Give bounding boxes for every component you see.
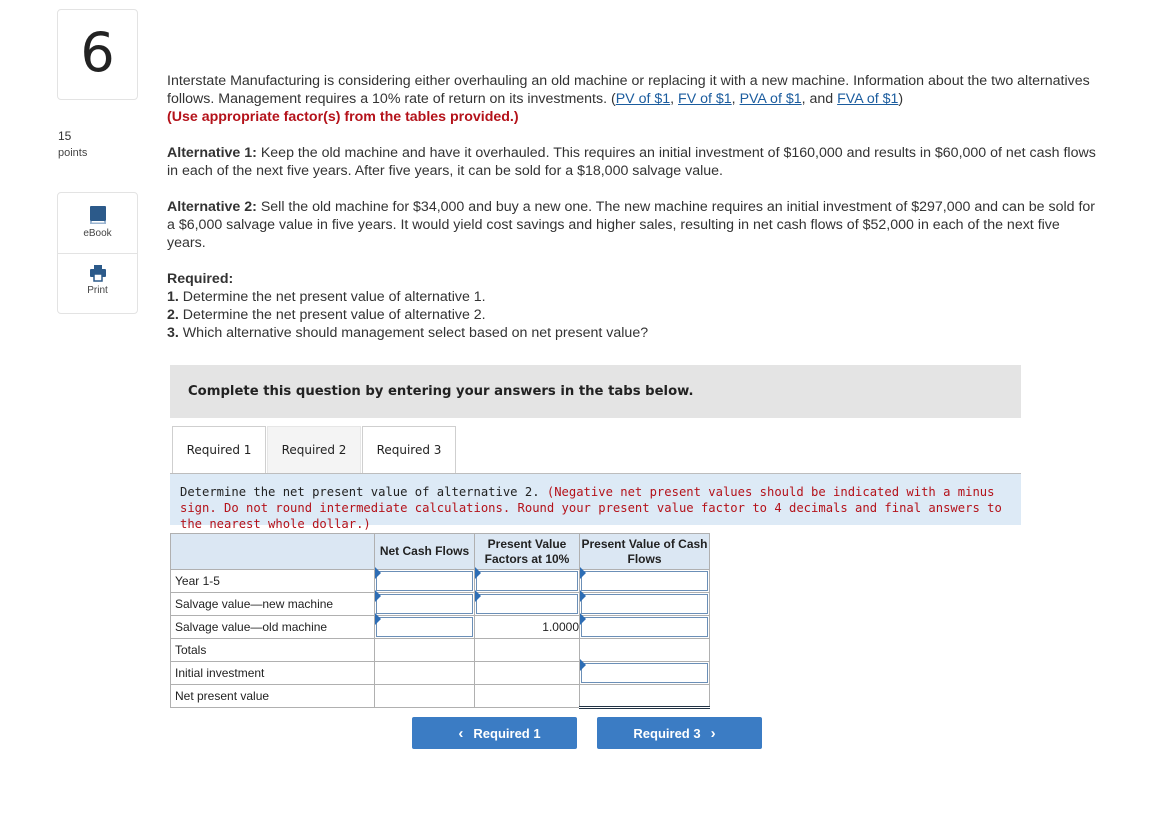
alt2-text: Sell the old machine for $34,000 and buy a new one. The new machine requires an initial investment of $297,000 and can be sold for a $6,000 salvage value in five years. It would yield cost savings and higher sales, resulting in net cash flows of $52,000 in each of the next five years. bbox=[167, 199, 1096, 251]
sep: , bbox=[670, 91, 679, 107]
instruction-note: (Negative net present values should be indicated with a minus sign. Do not round intermediate calculations. Round your present value factor to 4 decimals and final answers to the nearest whole dollar.) bbox=[180, 485, 1002, 531]
pv-factor-input[interactable] bbox=[475, 570, 580, 593]
req2-text: Determine the net present value of alternative 2. bbox=[178, 307, 486, 323]
alternative-2 bbox=[167, 198, 1097, 252]
pv-cash-flow-input[interactable] bbox=[580, 593, 710, 616]
header-pv-cash-flows: Present Value of Cash Flows bbox=[580, 534, 710, 570]
table-row bbox=[171, 662, 710, 685]
ebook-button[interactable] bbox=[58, 205, 137, 239]
print-label: Print bbox=[87, 285, 108, 296]
empty-cell bbox=[375, 662, 475, 685]
input-marker-icon bbox=[375, 567, 381, 579]
instruction-banner: Complete this question by entering your answers in the tabs below. bbox=[170, 365, 1021, 418]
print-button[interactable] bbox=[58, 265, 137, 296]
use-tables-note: (Use appropriate factor(s) from the tables provided.) bbox=[167, 109, 519, 125]
chevron-right-icon: › bbox=[710, 724, 716, 742]
input-marker-icon bbox=[475, 567, 481, 579]
input-marker-icon bbox=[580, 590, 586, 602]
input-marker-icon bbox=[375, 613, 381, 625]
net-present-value-output bbox=[580, 685, 710, 708]
alternative-1 bbox=[167, 144, 1097, 180]
tab-instruction bbox=[170, 474, 1021, 531]
header-net-cash-flows: Net Cash Flows bbox=[375, 534, 475, 570]
points-label: points bbox=[58, 147, 88, 159]
alt1-label: Alternative 1: bbox=[167, 145, 257, 161]
tab-required-3[interactable]: Required 3 bbox=[362, 426, 456, 473]
empty-cell bbox=[475, 639, 580, 662]
row-label: Salvage value—new machine bbox=[171, 593, 375, 616]
input-marker-icon bbox=[375, 590, 381, 602]
row-label: Salvage value—old machine bbox=[171, 616, 375, 639]
req1-text: Determine the net present value of alternative 1. bbox=[178, 289, 486, 305]
row-label: Totals bbox=[171, 639, 375, 662]
fva-link[interactable]: FVA of $1 bbox=[837, 91, 899, 107]
input-marker-icon bbox=[475, 590, 481, 602]
row-label: Year 1-5 bbox=[171, 570, 375, 593]
tools-panel bbox=[57, 192, 138, 314]
empty-cell bbox=[375, 639, 475, 662]
intro-paragraph bbox=[167, 72, 1097, 126]
pv-cash-flow-input[interactable] bbox=[580, 570, 710, 593]
empty-cell bbox=[475, 662, 580, 685]
table-row bbox=[171, 570, 710, 593]
req2-num: 2. bbox=[167, 307, 179, 323]
net-cash-flow-input[interactable] bbox=[375, 570, 475, 593]
table-row bbox=[171, 616, 710, 639]
pv-cash-flow-input[interactable] bbox=[580, 616, 710, 639]
pva-link[interactable]: PVA of $1 bbox=[739, 91, 802, 107]
input-marker-icon bbox=[580, 567, 586, 579]
input-marker-icon bbox=[580, 659, 586, 671]
empty-cell bbox=[475, 685, 580, 708]
npv-table bbox=[170, 533, 710, 709]
next-label: Required 3 bbox=[633, 725, 701, 741]
prev-required-button[interactable] bbox=[412, 717, 577, 749]
sep: , bbox=[731, 91, 740, 107]
prev-label: Required 1 bbox=[473, 725, 541, 741]
points-value: 15 bbox=[58, 129, 72, 143]
input-marker-icon bbox=[580, 613, 586, 625]
net-cash-flow-input[interactable] bbox=[375, 616, 475, 639]
fv-link[interactable]: FV of $1 bbox=[678, 91, 732, 107]
next-required-button[interactable] bbox=[597, 717, 762, 749]
chevron-left-icon: ‹ bbox=[458, 724, 464, 742]
initial-investment-input[interactable] bbox=[580, 662, 710, 685]
req3-num: 3. bbox=[167, 325, 179, 341]
instruction-main: Determine the net present value of alternative 2. bbox=[180, 485, 547, 499]
net-cash-flow-input[interactable] bbox=[375, 593, 475, 616]
sep: , and bbox=[801, 91, 838, 107]
book-icon bbox=[89, 205, 107, 225]
alt1-text: Keep the old machine and have it overhauled. This requires an initial investment of $160,000 and results in $60,000 of net cash flows in each of the next five years. After five years, it can be sold for a $18,000 salvage value. bbox=[167, 145, 1096, 179]
intro-text: Interstate Manufacturing is considering either overhauling an old machine or replacing it with a new machine. Information about the two alternatives follows. Management requires a 10% rate of return on its investments. ( bbox=[167, 73, 1090, 107]
required-label: Required: bbox=[167, 271, 234, 287]
question-number-box bbox=[57, 9, 138, 100]
table-row bbox=[171, 685, 710, 708]
pv-link[interactable]: PV of $1 bbox=[615, 91, 671, 107]
table-row bbox=[171, 639, 710, 662]
ebook-label: eBook bbox=[83, 228, 112, 239]
sep: ) bbox=[898, 91, 904, 107]
table-row bbox=[171, 593, 710, 616]
totals-output bbox=[580, 639, 710, 662]
tab-required-2[interactable]: Required 2 bbox=[267, 426, 361, 473]
printer-icon bbox=[89, 265, 107, 282]
tab-required-1[interactable]: Required 1 bbox=[172, 426, 266, 473]
question-number: 6 bbox=[80, 20, 115, 84]
row-label: Initial investment bbox=[171, 662, 375, 685]
req3-text: Which alternative should management select based on net present value? bbox=[178, 325, 649, 341]
question-text bbox=[167, 72, 1097, 342]
required-section bbox=[167, 270, 1097, 342]
header-pv-factors: Present Value Factors at 10% bbox=[475, 534, 580, 570]
alt2-label: Alternative 2: bbox=[167, 199, 257, 215]
pv-factor-input[interactable] bbox=[475, 593, 580, 616]
row-label: Net present value bbox=[171, 685, 375, 708]
req1-num: 1. bbox=[167, 289, 179, 305]
empty-cell bbox=[375, 685, 475, 708]
pv-factor-value: 1.0000 bbox=[475, 616, 580, 639]
header-blank bbox=[171, 534, 375, 570]
tools-divider bbox=[58, 253, 137, 254]
